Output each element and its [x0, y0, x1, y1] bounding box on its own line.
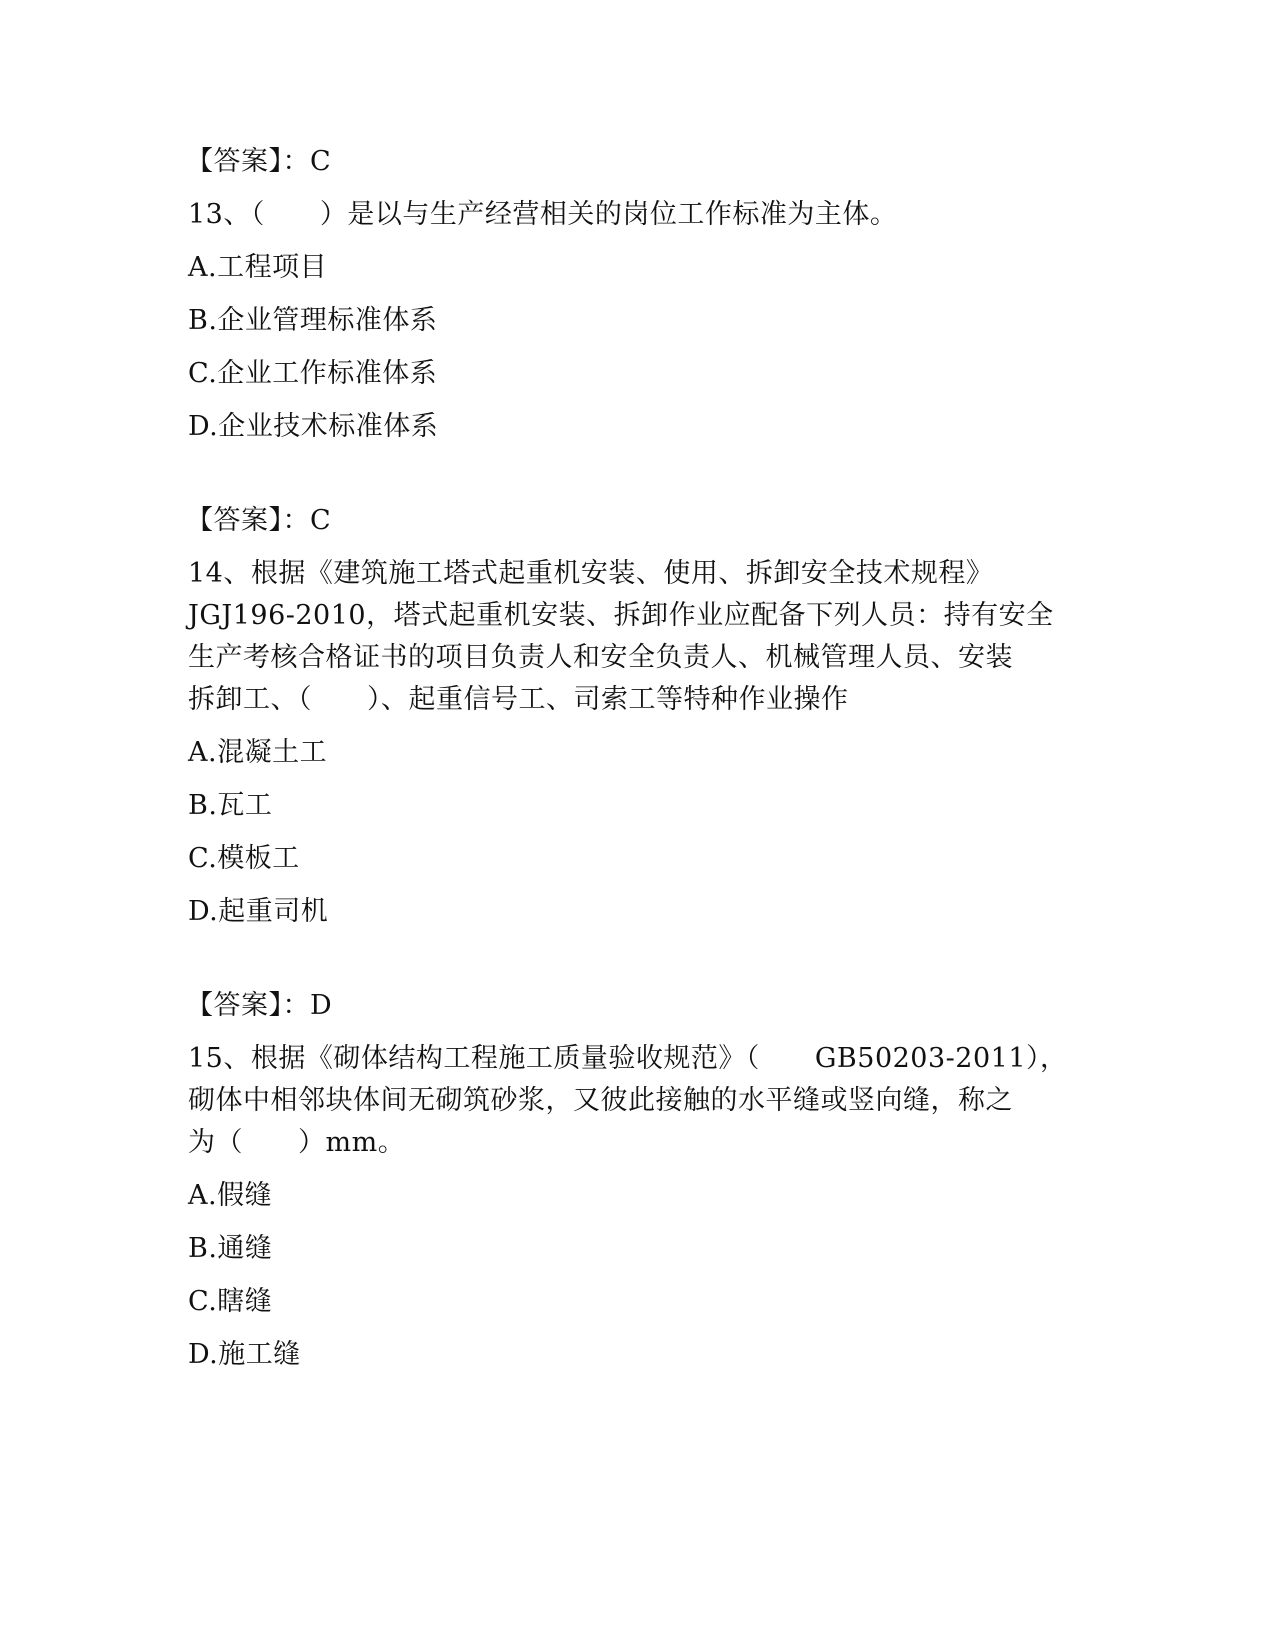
- question-14-option-c: C.模板工: [188, 843, 300, 874]
- question-14-option-d: D.起重司机: [188, 896, 329, 927]
- question-15-option-d: D.施工缝: [188, 1339, 301, 1370]
- question-14-option-a: A.混凝土工: [188, 737, 328, 768]
- question-13-option-a: A.工程项目: [188, 252, 328, 283]
- question-13-option-b: B.企业管理标准体系: [188, 305, 438, 336]
- question-15-option-a: A.假缝: [188, 1180, 273, 1211]
- question-14-option-b: B.瓦工: [188, 790, 273, 821]
- answer-14: 【答案】：D: [186, 990, 333, 1021]
- question-13-option-c: C.企业工作标准体系: [188, 358, 438, 389]
- question-15-stem-line-3: 为（ ）mm。: [188, 1127, 406, 1158]
- question-14-stem-line-3: 生产考核合格证书的项目负责人和安全负责人、机械管理人员、安装: [188, 642, 1013, 673]
- answer-12: 【答案】：C: [186, 146, 332, 177]
- question-14-stem-line-4: 拆卸工、（ ）、起重信号工、司索工等特种作业操作: [188, 684, 849, 715]
- question-15-stem-line-1: 15、根据《砌体结构工程施工质量验收规范》（ GB50203-2011），: [188, 1043, 1068, 1074]
- question-15-stem-line-2: 砌体中相邻块体间无砌筑砂浆，又彼此接触的水平缝或竖向缝，称之: [188, 1085, 1013, 1116]
- question-14-stem-line-1: 14、根据《建筑施工塔式起重机安装、使用、拆卸安全技术规程》: [188, 558, 994, 589]
- question-15-option-c: C.瞎缝: [188, 1286, 273, 1317]
- question-13-option-d: D.企业技术标准体系: [188, 411, 439, 442]
- question-14-stem-line-2: JGJ196-2010，塔式起重机安装、拆卸作业应配备下列人员：持有安全: [188, 600, 1054, 631]
- question-13-stem: 13、（ ）是以与生产经营相关的岗位工作标准为主体。: [188, 199, 898, 230]
- question-15-option-b: B.通缝: [188, 1233, 273, 1264]
- answer-13: 【答案】：C: [186, 505, 332, 536]
